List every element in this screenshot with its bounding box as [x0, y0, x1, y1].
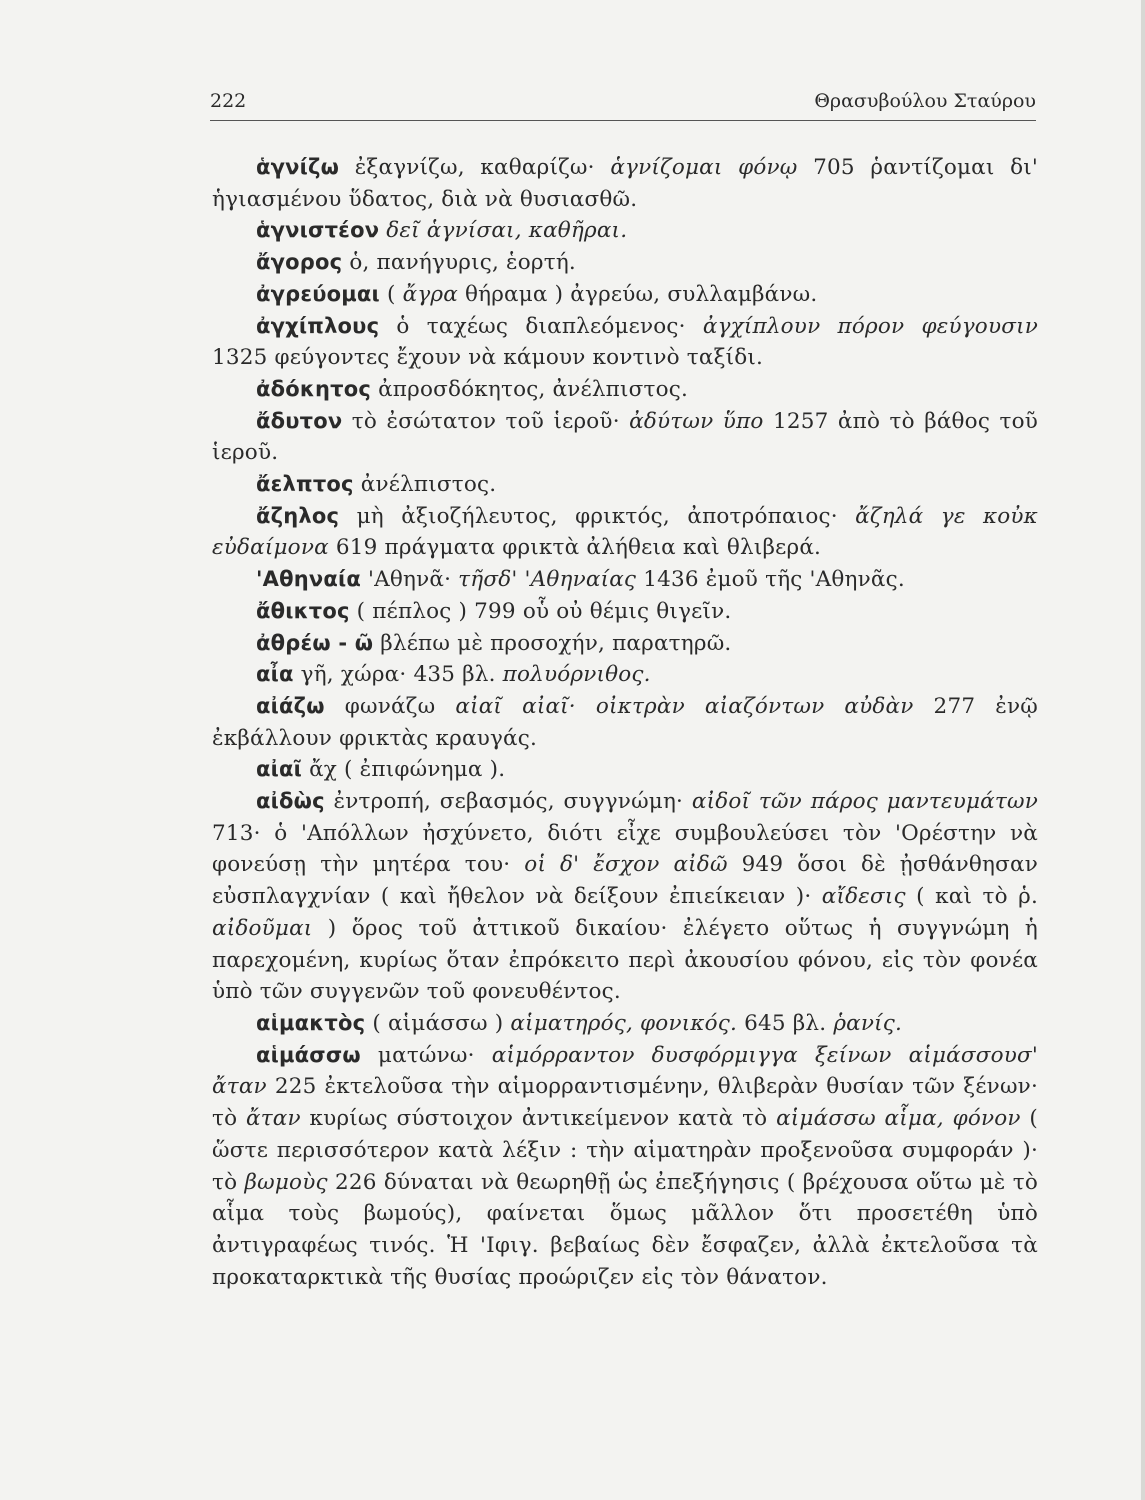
- entry-lemma: αἱμάσσω: [256, 1042, 361, 1067]
- entry-gloss: (: [379, 281, 403, 307]
- entry-citation: ἀδύτων ὕπο: [629, 408, 764, 434]
- running-head: Θρασυβούλου Σταύρου: [814, 90, 1036, 112]
- entry-gloss: ὁ ταχέως διαπλεόμενος·: [379, 313, 703, 339]
- entry-gloss: θήραμα ) ἀγρεύω, συλλαμβάνω.: [457, 281, 818, 307]
- entry-citation: ἁγνίζομαι φόνῳ: [610, 155, 798, 180]
- entry-citation: δεῖ ἁγνίσαι, καθῆραι.: [386, 218, 628, 244]
- entry-lemma: ἄδυτον: [256, 408, 343, 433]
- entry-lemma: αἰάζω: [256, 693, 325, 718]
- entry-lemma: ἄζηλος: [256, 503, 340, 528]
- entry-gloss: ἀνέλπιστος.: [353, 472, 497, 498]
- glossary-entry: [212, 406, 1038, 469]
- entry-citation: ἀγχίπλουν πόρον φεύγουσιν: [702, 313, 1038, 339]
- entry-lemma: αἰαῖ: [256, 757, 303, 782]
- entry-gloss: ἐντροπή, σεβασμός, συγγνώμη·: [324, 789, 692, 815]
- page-edge: [1141, 0, 1145, 1500]
- entry-gloss: 645 βλ.: [737, 1010, 834, 1036]
- entry-gloss: ( καὶ τὸ ῥ.: [905, 884, 1039, 910]
- entry-citation: ἄταν: [245, 1106, 301, 1132]
- entry-citation: αἰδοῖ τῶν πάρος μαντευμάτων: [691, 789, 1038, 815]
- entry-citation: αἱματηρός, φονικός.: [510, 1010, 738, 1036]
- entry-gloss: φωνάζω: [324, 693, 456, 719]
- entry-citation: αἱμάσσω αἷμα, φόνον: [776, 1106, 1021, 1132]
- entry-gloss: 277 ἐνῷ ἐκβάλλουν φρικτὰς κραυγάς.: [212, 693, 1038, 751]
- entry-gloss: ἄχ ( ἐπιφώνημα ).: [302, 757, 506, 783]
- glossary-entry: [212, 754, 1038, 786]
- entry-gloss: ( αἱμάσσω ): [365, 1010, 511, 1036]
- glossary-entry: [212, 374, 1038, 406]
- entry-gloss: κυρίως σύστοιχον ἀντικείμενον κατὰ τὸ: [300, 1106, 777, 1132]
- entry-gloss: μὴ ἀξιοζήλευτος, φρικτός, ἀποτρόπαιος·: [339, 503, 856, 529]
- glossary-entry: [212, 628, 1038, 660]
- entry-lemma: ἀθρέω - ῶ: [256, 630, 374, 655]
- entry-citation: οἱ δ' ἔσχον αἰδῶ: [524, 852, 728, 878]
- entry-gloss: ἐξαγνίζω, καθαρίζω·: [339, 155, 611, 180]
- glossary-entry: [212, 564, 1038, 596]
- entry-gloss: 949 ὅσοι δὲ ᾐσθάνθησαν εὐσπλαγχνίαν ( καὶ ἤθελον νὰ δείξουν ἐπιείκειαν )·: [212, 852, 1038, 910]
- entry-gloss: βλέπω μὲ προσοχήν, παρατηρῶ.: [373, 630, 732, 656]
- entry-lemma: ἀδόκητος: [256, 376, 372, 401]
- entry-gloss: ( ὥστε περισσότερον κατὰ λέξιν : τὴν αἱματηρὰν προξενοῦσα συμφοράν )· τὸ: [212, 1106, 1038, 1195]
- entry-lemma: ἀγχίπλους: [256, 313, 380, 338]
- glossary-entry: [212, 247, 1038, 279]
- glossary-body: [212, 152, 1038, 1293]
- entry-gloss: 1257 ἀπὸ τὸ βάθος τοῦ ἱεροῦ.: [212, 408, 1038, 466]
- entry-citation: βωμοὺς: [244, 1169, 328, 1195]
- glossary-entry: [212, 596, 1038, 628]
- entry-lemma: ἄθικτος: [256, 598, 350, 623]
- entry-gloss: 713· ὁ 'Απόλλων ἠσχύνετο, διότι εἶχε συμβουλεύσει τὸν 'Ορέστην νὰ φονεύσῃ τὴν μητέρα του·: [212, 820, 1038, 878]
- entry-citation: πολυόρνιθος.: [502, 662, 651, 688]
- entry-gloss: ματώνω·: [360, 1042, 492, 1068]
- entry-citation: ἄζηλά γε κοὐκ εὐδαίμονα: [212, 503, 1038, 561]
- glossary-entry: [212, 1040, 1038, 1294]
- entry-gloss: 1436 ἐμοῦ τῆς 'Αθηνᾶς.: [636, 567, 905, 593]
- entry-citation: αἰαῖ αἰαῖ· οἰκτρὰν αἰαζόντων αὐδὰν: [455, 693, 914, 719]
- glossary-entry: [212, 691, 1038, 754]
- glossary-entry: [212, 215, 1038, 247]
- entry-citation: τῆσδ' 'Αθηναίας: [458, 567, 637, 593]
- entry-gloss: 225 ἐκτελοῦσα τὴν αἱμορραντισμένην, θλιβερὰν θυσίαν τῶν ξένων· τὸ: [212, 1074, 1038, 1132]
- entry-gloss: τὸ ἐσώτατον τοῦ ἱεροῦ·: [342, 408, 630, 434]
- page-number: 222: [210, 90, 247, 112]
- entry-gloss: γῆ, χώρα· 435 βλ.: [293, 662, 503, 688]
- entry-gloss: ὁ, πανήγυρις, ἑορτή.: [342, 250, 576, 276]
- glossary-entry: [212, 659, 1038, 691]
- entry-lemma: ἄελπτος: [256, 472, 354, 497]
- entry-lemma: αἶα: [256, 662, 294, 687]
- entry-citation: αἱμόρραντον δυσφόρμιγγα ξείνων αἱμάσσουσ' ἄταν: [212, 1042, 1039, 1100]
- entry-lemma: ἁγνίζω: [256, 155, 340, 179]
- entry-lemma: 'Αθηναία: [256, 567, 362, 592]
- entry-gloss: 1325 φεύγοντες ἔχουν νὰ κάμουν κοντινὸ ταξίδι.: [212, 345, 764, 371]
- entry-gloss: 'Αθηνᾶ·: [361, 567, 459, 593]
- glossary-entry: [212, 279, 1038, 311]
- glossary-entry: [212, 469, 1038, 501]
- page-header: [210, 88, 1036, 121]
- entry-gloss: 705 ῥαντίζομαι δι' ἡγιασμένου ὕδατος, διὰ νὰ θυσιασθῶ.: [212, 155, 1039, 212]
- entry-gloss: 619 πράγματα φρικτὰ ἀλήθεια καὶ θλιβερά.: [328, 535, 822, 561]
- glossary-entry: [212, 152, 1038, 215]
- entry-lemma: ἄγορος: [256, 250, 343, 275]
- entry-gloss: ἀπροσδόκητος, ἀνέλπιστος.: [371, 376, 689, 402]
- entry-citation: αἰδοῦμαι: [212, 915, 313, 941]
- entry-gloss: ( πέπλος ) 799 οὗ οὐ θέμις θιγεῖν.: [349, 598, 732, 624]
- entry-lemma: ἀγρεύομαι: [256, 281, 380, 306]
- glossary-entry: [212, 1008, 1038, 1040]
- entry-lemma: ἁγνιστέον: [256, 218, 380, 243]
- entry-citation: ἄγρα: [402, 281, 458, 307]
- entry-lemma: αἰδὼς: [256, 789, 325, 814]
- entry-gloss: 226 δύναται νὰ θεωρηθῇ ὡς ἐπεξήγησις ( βρέχουσα οὕτω μὲ τὸ αἷμα τοὺς βωμούς), φαίνεται ὅμως μᾶλλον ὅτι προσετέθη ὑπὸ ἀντιγραφέως τινός. Ἡ 'Ιφιγ. βεβαίως δὲν ἔσφαζεν, ἀλλὰ ἐκτελοῦσα τὰ προκαταρκτικὰ τῆς θυσίας προώριζεν εἰς τὸν θάνατον.: [212, 1169, 1038, 1290]
- entry-lemma: αἱμακτὸς: [256, 1010, 366, 1035]
- entry-citation: ῥανίς.: [833, 1010, 903, 1036]
- glossary-entry: [212, 501, 1038, 564]
- glossary-entry: [212, 786, 1038, 1008]
- glossary-entry: [212, 311, 1038, 374]
- entry-citation: αἴδεσις: [821, 884, 906, 910]
- entry-gloss: ) ὅρος τοῦ ἀττικοῦ δικαίου· ἐλέγετο οὕτως ἡ συγγνώμη ἡ παρεχομένη, κυρίως ὅταν ἐπρόκειτο περὶ ἀκουσίου φόνου, εἰς τὸν φονέα ὑπὸ τῶν συγγενῶν τοῦ φονευθέντος.: [212, 915, 1038, 1005]
